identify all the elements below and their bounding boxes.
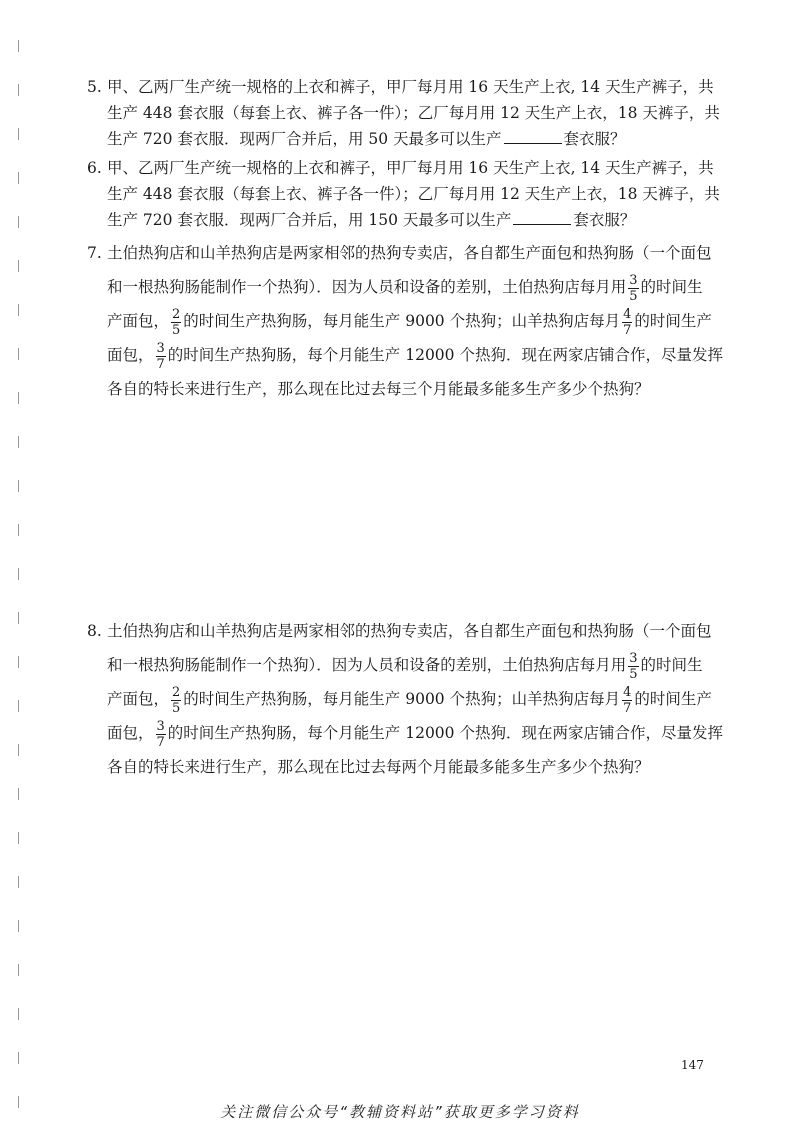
text-line <box>107 338 723 372</box>
text-segment: 面包， <box>107 346 154 364</box>
page-number: 147 <box>681 1058 704 1072</box>
text-line: 生产 448 套衣服（每套上衣、裤子各一件）；乙厂每月用 12 天生产上衣，18 天裤子，共 <box>107 104 720 122</box>
text-segment: 的时间生 <box>640 656 703 674</box>
fraction-3-7 <box>156 719 166 750</box>
margin-tick <box>18 216 19 228</box>
numerator: 3 <box>156 718 165 734</box>
denominator: 7 <box>156 734 165 750</box>
text-segment: 生产 720 套衣服．现两厂合并后，用 150 天最多可以生产 <box>107 211 512 229</box>
denominator: 5 <box>172 322 181 338</box>
answer-blank[interactable] <box>513 208 571 225</box>
text-segment: 的时间生产热狗肠，每个月能生产 12000 个热狗．现在两家店铺合作，尽量发挥 <box>167 346 723 364</box>
fraction-2-5 <box>171 685 181 716</box>
margin-tick <box>18 1052 19 1064</box>
fraction-3-7 <box>156 341 166 372</box>
numerator: 4 <box>623 684 632 700</box>
text-segment: 的时间生产热狗肠，每月能生产 9000 个热狗；山羊热狗店每月 <box>183 690 621 708</box>
fraction-4-7 <box>622 685 632 716</box>
margin-tick <box>18 128 19 140</box>
numerator: 3 <box>629 272 638 288</box>
margin-tick <box>18 1008 19 1020</box>
text-segment: 的时间生产 <box>634 690 712 708</box>
text-segment: 套衣服？ <box>573 211 636 229</box>
text-segment: 和一根热狗肠能制作一个热狗）．因为人员和设备的差别，土伯热狗店每月用 <box>107 278 627 296</box>
text-line <box>107 304 712 338</box>
text-segment: 的时间生 <box>640 278 703 296</box>
text-segment: 的时间生产 <box>634 312 712 330</box>
margin-tick <box>18 480 19 492</box>
numerator: 4 <box>623 306 632 322</box>
denominator: 7 <box>623 700 632 716</box>
denominator: 7 <box>623 322 632 338</box>
margin-tick <box>18 524 19 536</box>
denominator: 5 <box>629 288 638 304</box>
text-line <box>107 126 707 152</box>
problem-text <box>87 155 720 233</box>
text-line: 甲、乙两厂生产统一规格的上衣和裤子，甲厂每月用 16 天生产上衣, 14 天生产裤子，共 <box>107 78 714 96</box>
margin-tick <box>18 656 19 668</box>
margin-tick <box>18 876 19 888</box>
fraction-2-5 <box>171 307 181 338</box>
numerator: 2 <box>172 306 181 322</box>
problem-7 <box>87 236 723 406</box>
denominator: 5 <box>629 666 638 682</box>
margin-tick <box>18 612 19 624</box>
problem-text <box>87 614 723 784</box>
problem-6 <box>87 155 720 233</box>
numerator: 3 <box>629 650 638 666</box>
text-line <box>107 270 707 304</box>
margin-tick <box>18 348 19 360</box>
margin-tick <box>18 260 19 272</box>
margin-tick <box>18 436 19 448</box>
denominator: 7 <box>156 356 165 372</box>
fraction-4-7 <box>622 307 632 338</box>
numerator: 2 <box>172 684 181 700</box>
margin-tick <box>18 788 19 800</box>
margin-tick <box>18 568 19 580</box>
text-line <box>107 682 712 716</box>
binding-margin-marks <box>18 0 22 1131</box>
numerator: 3 <box>156 340 165 356</box>
margin-tick <box>18 40 19 52</box>
problem-text <box>87 74 720 152</box>
problem-number: 8. <box>87 622 102 640</box>
text-segment: 的时间生产热狗肠，每月能生产 9000 个热狗；山羊热狗店每月 <box>183 312 621 330</box>
text-segment: 面包， <box>107 724 154 742</box>
denominator: 5 <box>172 700 181 716</box>
text-line: 土伯热狗店和山羊热狗店是两家相邻的热狗专卖店，各自都生产面包和热狗肠（一个面包 <box>107 622 712 640</box>
problem-number: 5. <box>87 78 102 96</box>
margin-tick <box>18 392 19 404</box>
text-line <box>107 207 707 233</box>
text-line <box>107 716 723 750</box>
text-line: 土伯热狗店和山羊热狗店是两家相邻的热狗专卖店，各自都生产面包和热狗肠（一个面包 <box>107 244 712 262</box>
problem-text <box>87 236 723 406</box>
problem-number: 7. <box>87 244 102 262</box>
text-line: 各自的特长来进行生产，那么现在比过去每两个月能最多能多生产多少个热狗？ <box>107 758 650 776</box>
text-segment: 套衣服？ <box>563 130 626 148</box>
fraction-3-5 <box>628 651 638 682</box>
text-segment: 产面包， <box>107 312 170 330</box>
footer-note: 关注微信公众号“教辅资料站”获取更多学习资料 <box>220 1103 580 1121</box>
fraction-3-5 <box>628 273 638 304</box>
answer-blank[interactable] <box>504 127 562 144</box>
margin-tick <box>18 744 19 756</box>
margin-tick <box>18 920 19 932</box>
problem-number: 6. <box>87 159 102 177</box>
problem-5 <box>87 74 720 152</box>
text-segment: 的时间生产热狗肠，每个月能生产 12000 个热狗．现在两家店铺合作，尽量发挥 <box>167 724 723 742</box>
margin-tick <box>18 172 19 184</box>
text-line: 甲、乙两厂生产统一规格的上衣和裤子，甲厂每月用 16 天生产上衣, 14 天生产裤子，共 <box>107 159 714 177</box>
text-line: 各自的特长来进行生产，那么现在比过去每三个月能最多能多生产多少个热狗？ <box>107 380 650 398</box>
text-segment: 产面包， <box>107 690 170 708</box>
text-segment: 生产 720 套衣服．现两厂合并后，用 50 天最多可以生产 <box>107 130 502 148</box>
margin-tick <box>18 304 19 316</box>
text-segment: 和一根热狗肠能制作一个热狗）．因为人员和设备的差别，土伯热狗店每月用 <box>107 656 627 674</box>
problem-8 <box>87 614 723 784</box>
text-line <box>107 648 707 682</box>
margin-tick <box>18 964 19 976</box>
margin-tick <box>18 700 19 712</box>
margin-tick <box>18 832 19 844</box>
text-line: 生产 448 套衣服（每套上衣、裤子各一件）；乙厂每月用 12 天生产上衣，18 天裤子，共 <box>107 185 720 203</box>
margin-tick <box>18 84 19 96</box>
